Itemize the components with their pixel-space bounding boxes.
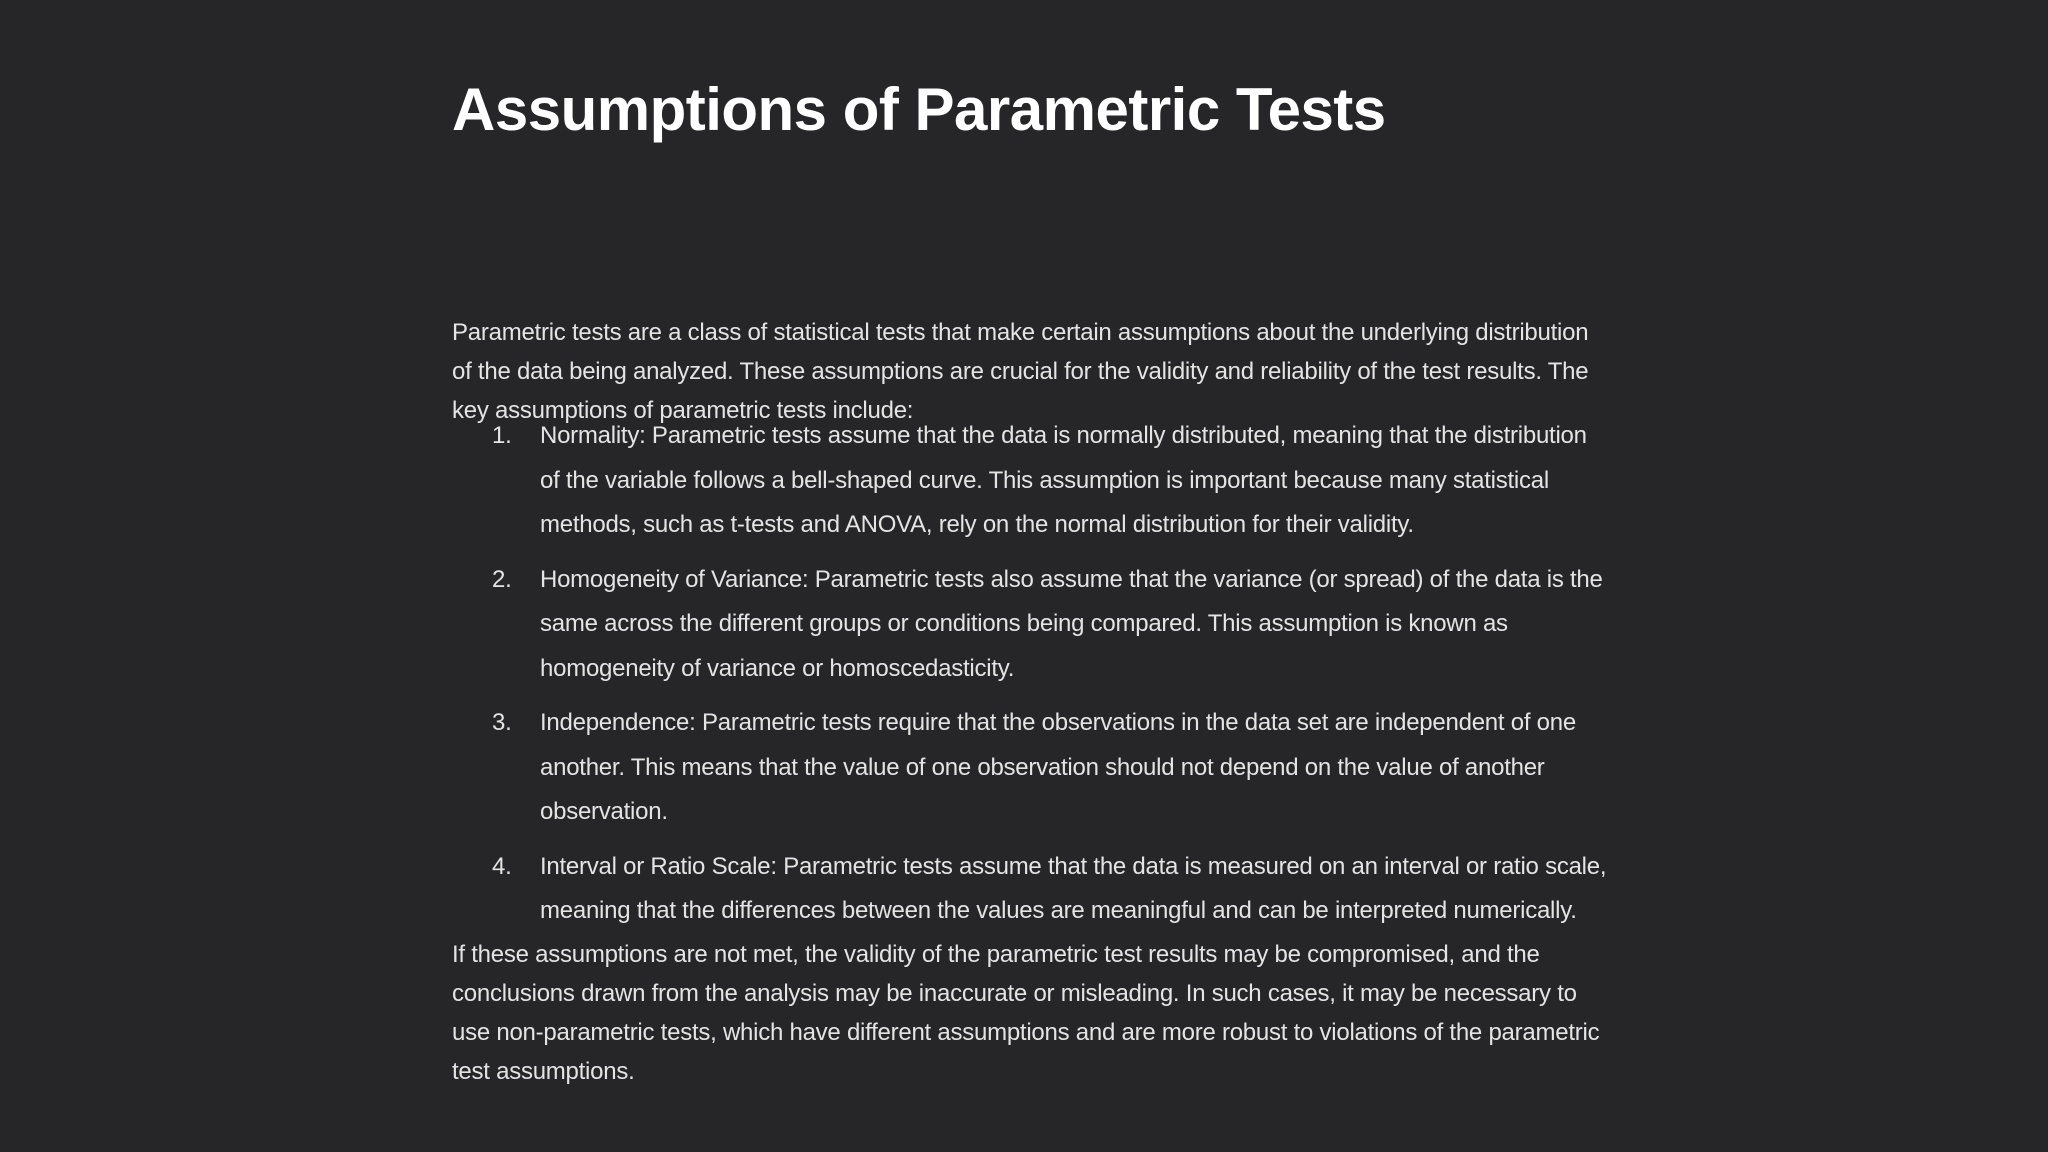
assumption-item-scale [452,845,1612,934]
slide-title: Assumptions of Parametric Tests [452,76,1386,143]
slide-content [452,66,1612,1085]
assumption-item-homogeneity [452,558,1612,692]
list-item-text: Interval or Ratio Scale: Parametric tests assume that the data is measured on an interval or ratio scale, meaning that the differences between the values are meaningful and can be interpreted numerically. [540,852,1607,924]
list-item-number: 4. [492,852,512,880]
list-item-text: Normality: Parametric tests assume that the data is normally distributed, meaning that the distribution of the variable follows a bell-shaped curve. This assumption is important because many statistical methods, such as t-tests and ANOVA, rely on the normal distribution for their validity. [540,422,1587,538]
list-item-number: 3. [492,709,512,736]
conclusion-paragraph: If these assumptions are not met, the validity of the parametric test results may be compromised, and the conclusions drawn from the analysis may be inaccurate or misleading. In such cases, it may be necessary to use non-parametric tests, which have different assumptions and are more robust to violations of the parametric test assumptions. [452,941,1600,1085]
assumption-item-normality [452,414,1612,548]
list-item-text: Homogeneity of Variance: Parametric tests also assume that the variance (or spread) of the data is the same across the different groups or conditions being compared. This assumption is known as homogeneity of variance or homoscedasticity. [540,565,1603,682]
list-item-number: 2. [492,565,512,593]
list-item-text: Independence: Parametric tests require that the observations in the data set are independent of one another. This means that the value of one observation should not depend on the value of another observation. [540,709,1576,825]
assumptions-list [452,414,1612,944]
list-item-number: 1. [492,422,512,449]
intro-paragraph: Parametric tests are a class of statistical tests that make certain assumptions about the underlying distribution of the data being analyzed. These assumptions are crucial for the validity and reliability of the test results. The key assumptions of parametric tests include: [452,319,1589,424]
assumption-item-independence [452,701,1612,835]
